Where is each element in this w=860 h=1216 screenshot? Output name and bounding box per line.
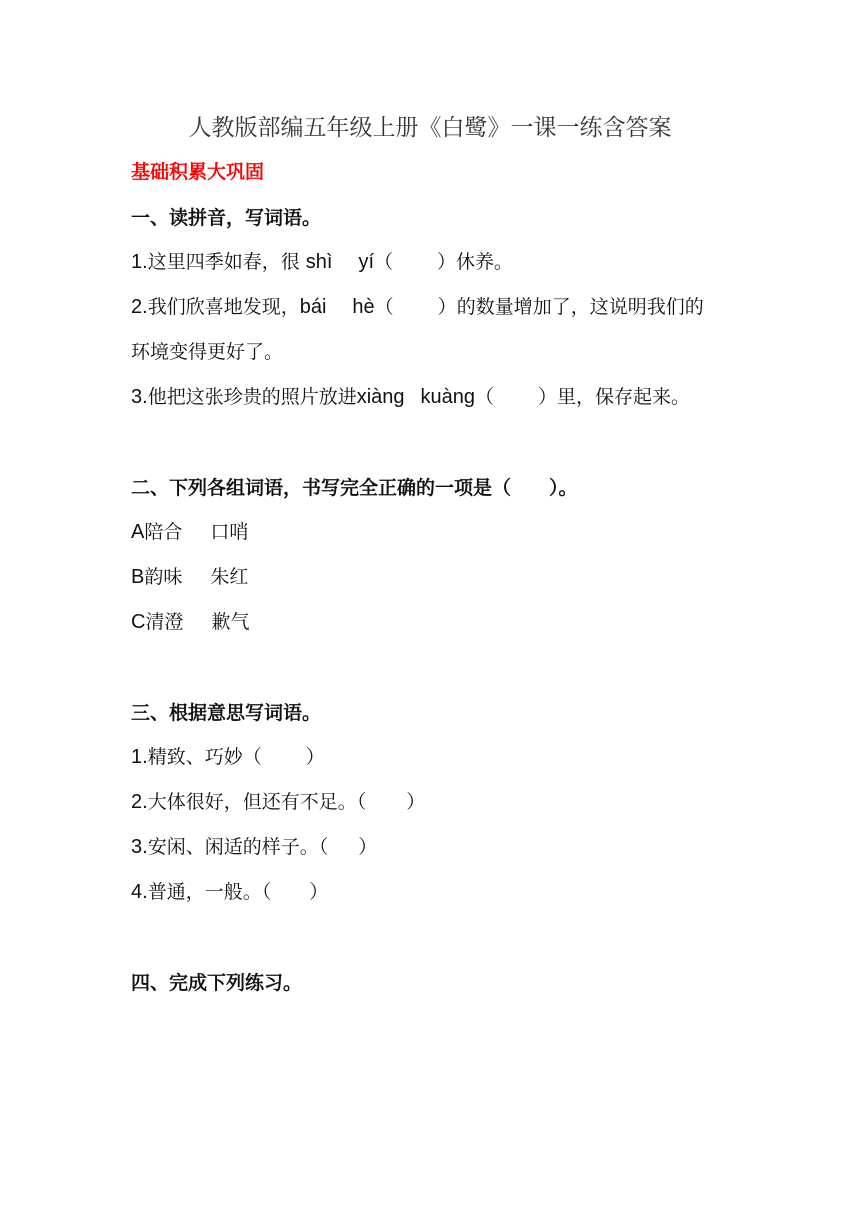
q3-item-4-text: 普通，一般。 bbox=[147, 881, 262, 903]
q1-item-2 bbox=[131, 294, 704, 320]
section-basic-heading: 基础积累大巩固 bbox=[131, 161, 265, 183]
q1-item-2-pre: 我们欣喜地发现， bbox=[147, 296, 300, 318]
q3-item-4-num: 4. bbox=[131, 881, 148, 903]
q1-item-3-pre: 他把这张珍贵的照片放进 bbox=[147, 386, 357, 408]
q2-option-a[interactable] bbox=[131, 519, 248, 545]
q3-heading: 三、根据意思写词语。 bbox=[131, 702, 322, 724]
q1-item-3-open-paren: （ bbox=[475, 386, 495, 408]
q1-item-1-pinyin-2: yí bbox=[358, 251, 374, 273]
q3-item-2-text: 大体很好，但还有不足。 bbox=[147, 791, 357, 813]
q1-item-1-pre: 这里四季如春，很 bbox=[147, 251, 300, 273]
q1-item-3-pinyin-2: kuàng bbox=[420, 386, 476, 408]
q3-item-3 bbox=[131, 834, 377, 860]
q3-item-3-num: 3. bbox=[131, 836, 148, 858]
q1-item-3-close-paren: ） bbox=[538, 386, 558, 408]
q3-item-1 bbox=[131, 744, 325, 770]
q2-option-b-word-2: 朱红 bbox=[210, 566, 249, 588]
q2-option-a-letter: A bbox=[131, 521, 145, 543]
q1-item-2-continuation: 环境变得更好了。 bbox=[131, 341, 284, 363]
q2-option-c-letter: C bbox=[131, 611, 146, 633]
q2-option-c-word-1: 清澄 bbox=[145, 611, 184, 633]
q1-item-1-close-paren: ） bbox=[437, 251, 457, 273]
q1-item-2-post: 的数量增加了，这说明我们的 bbox=[456, 296, 704, 318]
q1-heading: 一、读拼音，写词语。 bbox=[131, 207, 322, 229]
q2-option-a-word-2: 口哨 bbox=[210, 521, 249, 543]
q1-item-1-open-paren: （ bbox=[374, 251, 394, 273]
q1-item-1-post: 休养。 bbox=[456, 251, 514, 273]
q2-option-b-letter: B bbox=[131, 566, 145, 588]
q1-item-1-pinyin-1: shì bbox=[305, 251, 333, 273]
q2-heading: 二、下列各组词语，书写完全正确的一项是（ ）。 bbox=[131, 477, 578, 499]
q1-item-3 bbox=[131, 384, 690, 410]
q1-item-2-pinyin-1: bái bbox=[299, 296, 327, 318]
q3-item-2-open-paren: （ bbox=[356, 791, 367, 813]
q1-item-2-open-paren: （ bbox=[374, 296, 394, 318]
q2-option-b-word-1: 韵味 bbox=[144, 566, 183, 588]
q3-item-1-close-paren: ） bbox=[305, 746, 325, 768]
q3-item-4 bbox=[131, 879, 328, 905]
q3-item-1-text: 精致、巧妙 bbox=[147, 746, 243, 768]
q1-item-3-post: 里，保存起来。 bbox=[557, 386, 691, 408]
q1-item-1 bbox=[131, 249, 513, 275]
q1-item-2-num: 2. bbox=[131, 296, 148, 318]
q3-item-3-text: 安闲、闲适的样子。 bbox=[147, 836, 319, 858]
q1-item-1-num: 1. bbox=[131, 251, 148, 273]
q1-item-3-pinyin-1: xiàng bbox=[356, 386, 405, 408]
document-title: 人教版部编五年级上册《白鹭》一课一练含答案 bbox=[188, 115, 672, 141]
q3-item-4-open-paren: （ bbox=[261, 881, 272, 903]
q4-heading: 四、完成下列练习。 bbox=[131, 972, 303, 994]
q3-item-1-open-paren: （ bbox=[242, 746, 262, 768]
q2-option-b[interactable] bbox=[131, 564, 248, 590]
q3-item-2 bbox=[131, 789, 425, 815]
q2-option-c-word-2: 歉气 bbox=[211, 611, 250, 633]
q1-item-2-pinyin-2: hè bbox=[352, 296, 375, 318]
q3-item-1-num: 1. bbox=[131, 746, 148, 768]
q1-item-3-num: 3. bbox=[131, 386, 148, 408]
q2-option-c[interactable] bbox=[131, 609, 249, 635]
q3-item-2-close-paren: ） bbox=[406, 791, 426, 813]
q2-option-a-word-1: 陪合 bbox=[144, 521, 183, 543]
q3-item-2-num: 2. bbox=[131, 791, 148, 813]
q3-item-3-close-paren: ） bbox=[358, 836, 378, 858]
q3-item-3-open-paren: （ bbox=[318, 836, 329, 858]
q1-item-2-close-paren: ） bbox=[437, 296, 457, 318]
q3-item-4-close-paren: ） bbox=[309, 881, 329, 903]
